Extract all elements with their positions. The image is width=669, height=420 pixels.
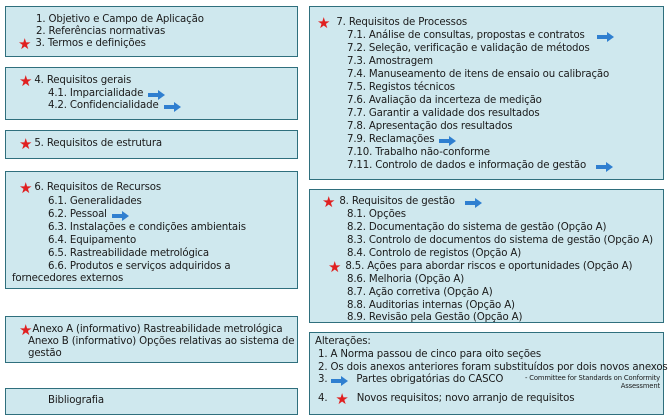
item-4-1: 4.1. Imparcialidade (48, 88, 165, 101)
box3-title: ★ 5. Requisitos de estrutura (19, 135, 162, 154)
item-7-10: 7.10. Trabalho não-conforme (347, 147, 490, 158)
arrow-right-icon (597, 32, 614, 41)
item-8-7: 8.7. Ação corretiva (Opção A) (347, 287, 493, 298)
box7-title: ★ 7. Requisitos de Processos (317, 14, 468, 33)
item-8-2: 8.2. Documentação do sistema de gestão (Opção A) (347, 222, 607, 233)
item-7-2: 7.2. Seleção, verificação e validação de métodos (347, 43, 590, 54)
item-8-3: 8.3. Controlo de documentos do sistema de gestão (Opção A) (347, 235, 653, 246)
item-8-4: 8.4. Controlo de registos (Opção A) (347, 248, 522, 259)
star-icon: ★ (19, 321, 33, 340)
box-bibliography (5, 388, 298, 415)
item-6-1: 6.1. Generalidades (48, 196, 142, 207)
change-4: 4. ★ Novos requisitos; novo arranjo de requisitos (318, 390, 575, 409)
box-annexes (5, 316, 298, 363)
box-management-requirements (309, 189, 664, 323)
item-7-11: 7.11. Controlo de dados e informação de gestão (347, 160, 613, 173)
arrow-right-icon (596, 162, 613, 171)
bibliography-title: Bibliografia (48, 395, 104, 406)
item-6-6: 6.6. Produtos e serviços adquiridos a (48, 261, 231, 272)
arrow-right-icon (439, 136, 456, 145)
item-7-6: 7.6. Avaliação da incerteza de medição (347, 95, 542, 106)
item-8-8: 8.8. Auditorias internas (Opção A) (347, 300, 515, 311)
annex-b: Anexo B (informativo) Opções relativas ao sistema de (28, 336, 295, 347)
box-process-requirements (309, 6, 664, 180)
item-7-9: 7.9. Reclamações (347, 134, 456, 147)
change-2: 2. Os dois anexos anteriores foram substituídos por dois novos anexos (318, 362, 668, 373)
star-icon: ★ (19, 72, 33, 91)
arrow-right-icon (331, 376, 348, 385)
item-6-2: 6.2. Pessoal (48, 209, 129, 222)
item-4-2: 4.2. Confidencialidade (48, 100, 181, 113)
casco-note (518, 375, 660, 390)
box4-title: ★ 6. Requisitos de Recursos (19, 179, 162, 198)
item-6-4: 6.4. Equipamento (48, 235, 137, 246)
item-8-6: 8.6. Melhoria (Opção A) (347, 274, 465, 285)
item-7-8: 7.8. Apresentação dos resultados (347, 121, 513, 132)
star-icon: ★ (322, 193, 336, 212)
box8-title: ★ 8. Requisitos de gestão (322, 196, 482, 209)
star-icon: ★ (18, 35, 32, 54)
item-6-3: 6.3. Instalações e condições ambientais (48, 222, 246, 233)
item-7-3: 7.3. Amostragem (347, 56, 433, 67)
box-structure-requirements (5, 130, 298, 159)
item-7-1: 7.1. Análise de consultas, propostas e contratos (347, 30, 614, 43)
item-7-5: 7.5. Registos técnicos (347, 82, 455, 93)
item-6-5: 6.5. Rastreabilidade metrológica (48, 248, 209, 259)
casco-note-line-1: - Committee for Standards on Conformity (524, 374, 660, 382)
star-icon: ★ (335, 390, 349, 409)
changes-title: Alterações: (315, 336, 371, 347)
box-changes (309, 332, 668, 415)
item-6-6-continuation: fornecedores externos (12, 273, 124, 284)
box-general-sections (5, 6, 298, 57)
box2-title: ★ 4. Requisitos gerais (19, 72, 132, 91)
item-8-9: 8.9. Revisão pela Gestão (Opção A) (347, 312, 523, 323)
annex-b-continuation: gestão (28, 348, 62, 359)
casco-note-line-2: Assessment (620, 381, 660, 390)
star-icon: ★ (328, 258, 342, 277)
item-8-5: ★ 8.5. Ações para abordar riscos e oportunidades (Opção A) (328, 258, 633, 277)
item-2: 2. Referências normativas (36, 26, 166, 37)
item-7-4: 7.4. Manuseamento de itens de ensaio ou calibração (347, 69, 610, 80)
change-3: 3. Partes obrigatórias do CASCO (318, 374, 504, 385)
item-1: 1. Objetivo e Campo de Aplicação (36, 14, 204, 25)
box-general-requirements (5, 67, 298, 120)
arrow-right-icon (148, 90, 165, 99)
item-7-7: 7.7. Garantir a validade dos resultados (347, 108, 540, 119)
box-resource-requirements (5, 171, 298, 289)
arrow-right-icon (164, 102, 181, 111)
star-icon: ★ (19, 135, 33, 154)
annex-a: ★ Anexo A (informativo) Rastreabilidade metrológica (19, 321, 283, 340)
change-1: 1. A Norma passou de cinco para oito seções (318, 349, 542, 360)
star-icon: ★ (19, 179, 33, 198)
item-8-1: 8.1. Opções (347, 209, 406, 220)
star-icon: ★ (317, 14, 331, 33)
arrow-right-icon (465, 198, 482, 207)
item-3: ★ 3. Termos e definições (18, 35, 146, 54)
arrow-right-icon (112, 211, 129, 220)
